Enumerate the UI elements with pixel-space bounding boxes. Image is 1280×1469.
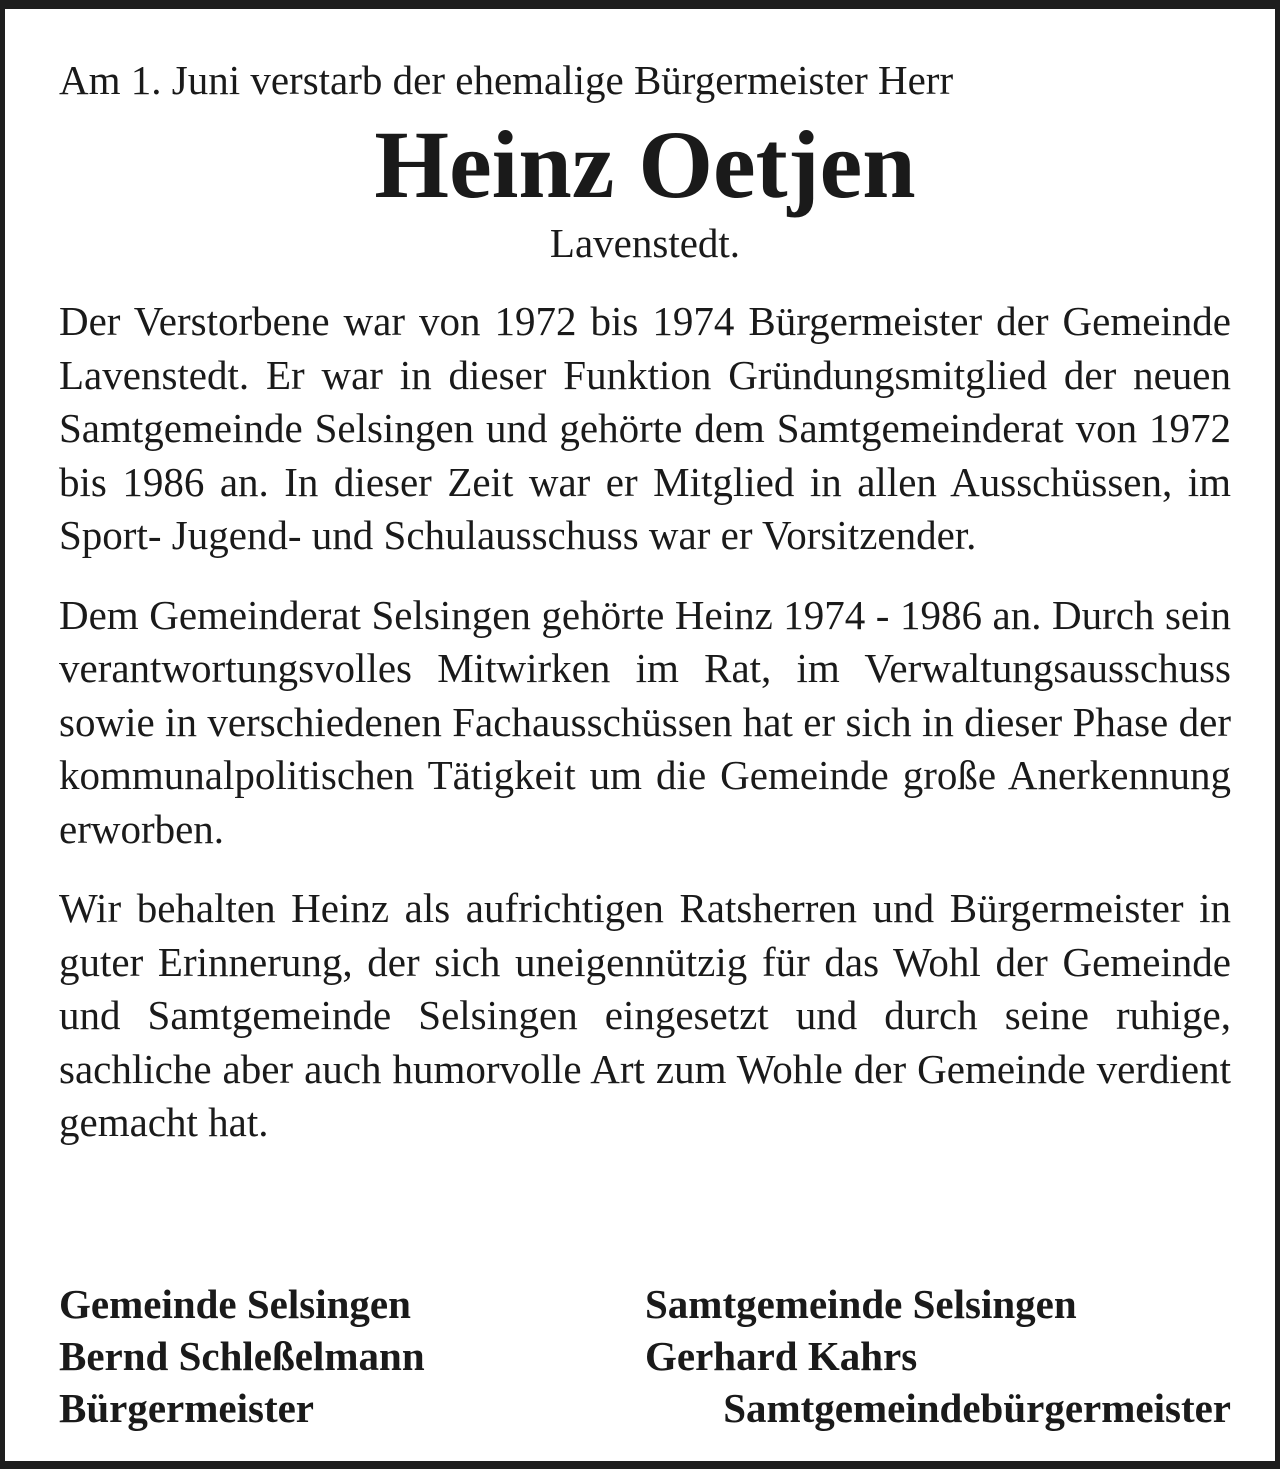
signature-left-organization: Gemeinde Selsingen	[59, 1281, 411, 1327]
signature-left	[59, 1278, 425, 1434]
signature-right-organization: Samtgemeinde Selsingen	[645, 1281, 1077, 1327]
paragraph-council: Dem Gemeinderat Selsingen gehörte Heinz 1974 - 1986 an. Durch sein verantwortungsvolles Mitwirken im Rat, im Verwaltungsausschuss sowie in verschiedenen Fachausschüssen hat er sich in dieser Phase der kommunalpolitischen Tätigkeit um die Gemeinde große Anerkennung erworben.	[59, 591, 1231, 852]
signature-left-person: Bernd Schleßelmann	[59, 1333, 425, 1379]
paragraph-career: Der Verstorbene war von 1972 bis 1974 Bürgermeister der Gemeinde Lavenstedt. Er war in dieser Funktion Gründungsmitglied der neuen Samtgemeinde Selsingen und gehörte dem Samtgemeinderat von 1972 bis 1986 an. In dieser Zeit war er Mitglied in allen Ausschüssen, im Sport- Jugend- und Schulausschuss war er Vorsitzender.	[59, 298, 1231, 558]
signature-left-title: Bürgermeister	[59, 1385, 314, 1431]
intro-line: Am 1. Juni verstarb der ehemalige Bürgermeister Herr	[59, 57, 954, 103]
paragraph-remembrance: Wir behalten Heinz als aufrichtigen Ratsherren und Bürgermeister in guter Erinnerung, der sich uneigennützig für das Wohl der Gemeinde und Samtgemeinde Selsingen eingesetzt und durch seine ruhige, sachliche aber auch humorvolle Art zum Wohle der Gemeinde verdient gemacht hat.	[59, 885, 1231, 1145]
deceased-place: Lavenstedt.	[549, 220, 741, 266]
signature-right-title: Samtgemeindebürgermeister	[723, 1385, 1231, 1431]
signature-right	[645, 1278, 1231, 1434]
signature-right-person: Gerhard Kahrs	[645, 1333, 918, 1379]
deceased-name: Heinz Oetjen	[374, 111, 916, 218]
obituary-content	[59, 53, 1231, 1431]
